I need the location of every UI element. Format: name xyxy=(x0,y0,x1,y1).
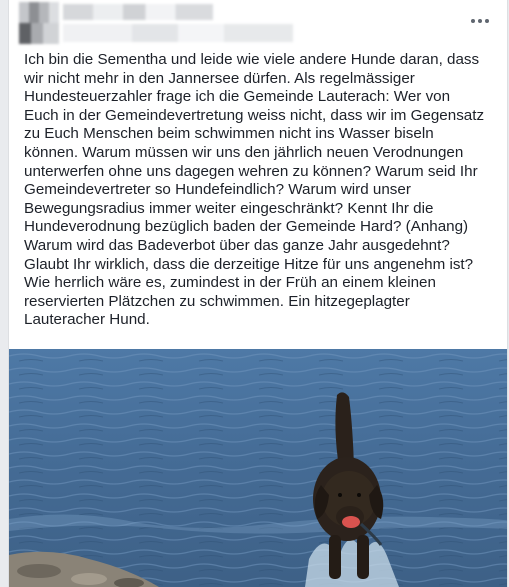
blurred-avatar[interactable] xyxy=(19,2,59,44)
blurred-author-name[interactable] xyxy=(63,4,213,20)
blurred-post-meta xyxy=(63,24,293,42)
facebook-post xyxy=(8,0,508,587)
dog-in-water-photo xyxy=(9,349,508,587)
post-text: Ich bin die Sementha und leide wie viele andere Hunde daran, dass wir nicht mehr in den Jannersee dürfen. Als regelmässiger Hundesteuerzahler frage ich die Gemeinde Lauterach: Wer von Euch in der Gemeindevertretung weiss nicht, dass wir im Gegensatz zu Euch Menschen beim schwimmen nicht ins Wasser biseln können. Warum müssen wir uns den jährlich neuen Verodnungen unterwerfen ohne uns dagegen wehren zu können? Warum seid Ihr Gemeindevertreter so Hundefeindlich? Warum wird unser Bewegungsradius immer weiter eingeschränkt? Kennt Ihr die Hundeverodnung bezüglich baden der Gemeinde Hard? (Anhang) Warum wird das Badeverbot über das ganze Jahr ausgedehnt? Glaubt Ihr wirklich, dass die derzeitige Hitze für uns angenehm ist? Wie herrlich wäre es, zumindest in der Früh an einem kleinen reservierten Plätzchen zu schwimmen. Ein hitzegeplagter Lauteracher Hund. xyxy=(24,51,485,329)
post-header xyxy=(9,0,507,50)
post-photo[interactable] xyxy=(9,349,508,587)
ellipsis-icon[interactable] xyxy=(469,14,491,28)
